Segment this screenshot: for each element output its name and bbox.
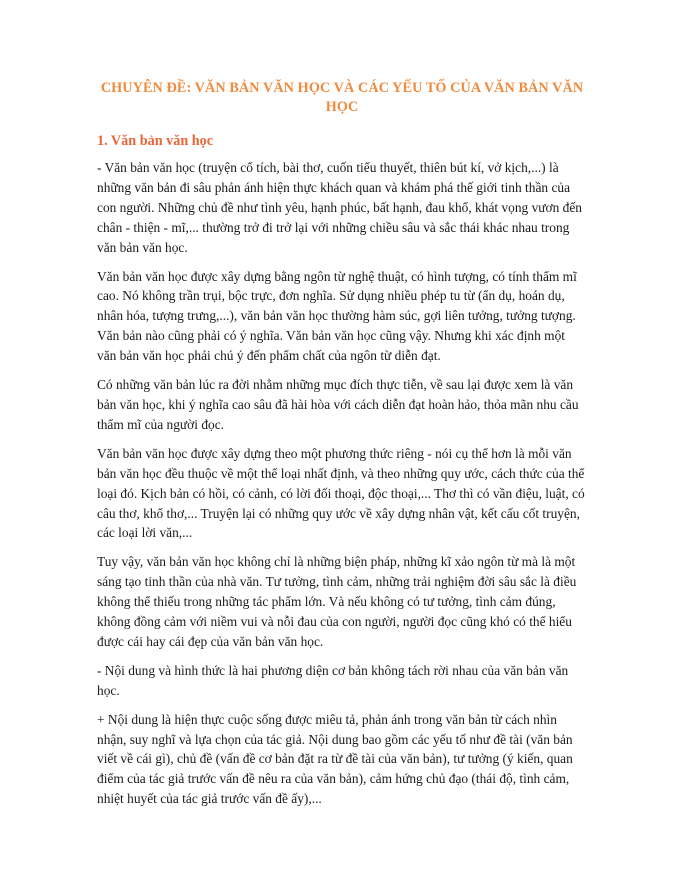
paragraph-2: Văn bản văn học được xây dựng bằng ngôn từ nghệ thuật, có hình tượng, có tính thẩm mĩ cao. Nó không trần trụi, bộc trực, đơn nghĩa. Sử dụng nhiều phép tu từ (ẩn dụ, hoán dụ, nhân hóa, tượng trưng,...), văn bản văn học thường hàm súc, gợi liên tưởng, tưởng tượng. Văn bản nào cũng phải có ý nghĩa. Văn bản văn học cũng vậy. Nhưng khi xác định một văn bản văn học phải chú ý đến phẩm chất của ngôn từ diễn đạt. [97, 268, 577, 364]
paragraph-4: Văn bản văn học được xây dựng theo một phương thức riêng - nói cụ thể hơn là mỗi văn bản văn học đều thuộc về một thể loại nhất định, và theo những quy ước, cách thức của thể loại đó. Kịch bản có hồi, có cảnh, có lời đối thoại, độc thoại,... Thơ thì có vần điệu, luật, có câu thơ, khổ thơ,... Truyện lại có những quy ước về xây dựng nhân vật, kết cấu cốt truyện, các loại lời văn,... [97, 445, 585, 541]
paragraph-5: Tuy vậy, văn bản văn học không chỉ là những biện pháp, những kĩ xảo ngôn từ mà là một sáng tạo tinh thần của nhà văn. Tư tưởng, tình cảm, những trải nghiệm đời sâu sắc là điều không thể thiếu trong những tác phẩm lớn. Và nếu không có tư tưởng, tình cảm đúng, không đồng cảm với niềm vui và nỗi đau của con người, người đọc cũng khó có thể hiểu được cái hay cái đẹp của văn bản văn học. [97, 554, 577, 649]
paragraph-3: Có những văn bản lúc ra đời nhằm những mục đích thực tiễn, về sau lại được xem là văn bản văn học, khi ý nghĩa cao sâu đã hài hòa với cách diễn đạt hoàn hảo, thỏa mãn nhu cầu thẩm mĩ của người đọc. [97, 377, 579, 432]
paragraph-6: - Nội dung và hình thức là hai phương diện cơ bản không tách rời nhau của văn bản văn học. [97, 662, 569, 698]
paragraph-7: + Nội dung là hiện thực cuộc sống được miêu tả, phản ánh trong văn bản từ cách nhìn nhận, suy nghĩ và lựa chọn của tác giả. Nội dung bao gồm các yếu tố như đề tài (văn bản viết về cái gì), chủ đề (vấn đề cơ bản đặt ra từ đề tài của văn bản), tư tưởng (ý kiến, quan điểm của tác giả trước vấn đề nêu ra của văn bản), cảm hứng chủ đạo (thái độ, tình cảm, nhiệt huyết của tác giả trước vấn đề ấy),... [97, 711, 573, 807]
document-title: CHUYÊN ĐỀ: VĂN BẢN VĂN HỌC VÀ CÁC YẾU TỐ CỦA VĂN BẢN VĂN HỌC [100, 80, 584, 115]
document-page [97, 79, 587, 818]
paragraph-1: - Văn bản văn học (truyện cổ tích, bài thơ, cuốn tiểu thuyết, thiên bút kí, vở kịch,...) là những văn bản đi sâu phản ánh hiện thực khách quan và khám phá thế giới tinh thần của con người. Những chủ đề như tình yêu, hạnh phúc, bất hạnh, đau khổ, khát vọng vươn đến chân - thiện - mĩ,... thường trở đi trở lại với những chiều sâu và sắc thái khác nhau trong văn bản văn học. [97, 160, 582, 255]
section-heading: 1. Văn bản văn học [97, 133, 214, 149]
